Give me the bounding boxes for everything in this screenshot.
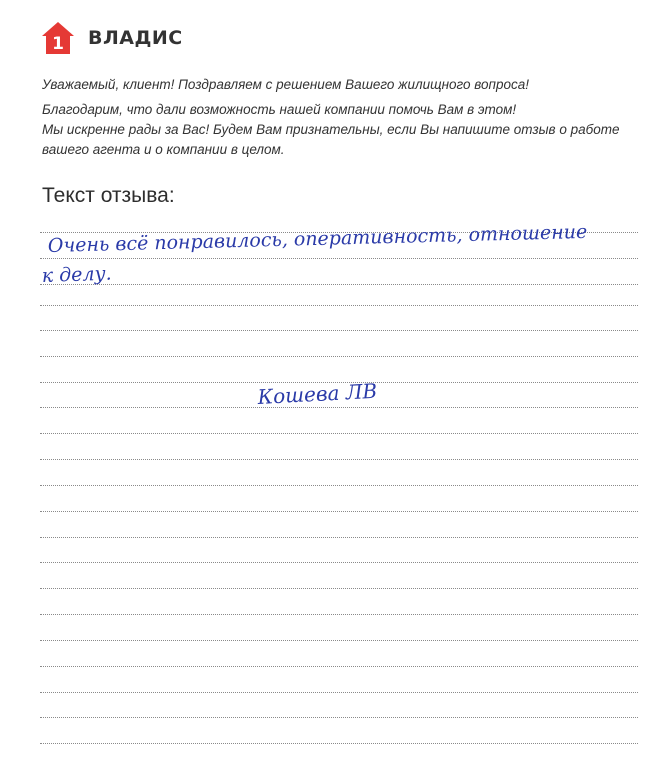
review-heading: Текст отзыва: xyxy=(42,184,175,207)
logo-digit: 1 xyxy=(52,34,64,54)
brand-name: ВЛАДИС xyxy=(88,27,183,49)
handwritten-signature: Кошева ЛВ xyxy=(257,378,378,409)
intro-line-thanks: Благодарим, что дали возможность нашей компании помочь Вам в этом! xyxy=(42,102,517,117)
intro-line-request: Мы искренне рады за Вас! Будем Вам признательны, если Вы напишите отзыв о работе вашего агента и о компании в целом. xyxy=(42,122,620,157)
handwritten-review-line-2: к делу. xyxy=(41,262,112,287)
intro-line-greeting: Уважаемый, клиент! Поздравляем с решением Вашего жилищного вопроса! xyxy=(42,77,529,92)
handwritten-review-line-1: Очень всё понравилось, оперативность, отношение xyxy=(47,220,588,257)
